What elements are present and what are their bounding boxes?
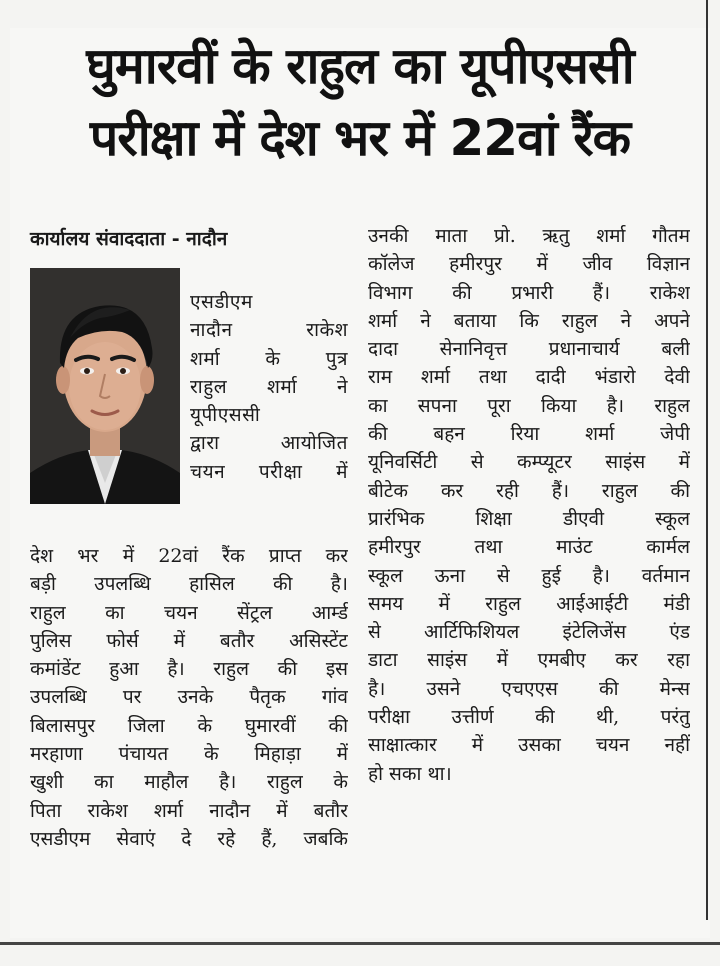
- byline: कार्यालय संवाददाता - नादौन: [30, 228, 228, 250]
- bottom-rule: [0, 942, 720, 945]
- text-line: खुशी का माहौल है। राहुल के: [30, 771, 348, 794]
- portrait-photo: [30, 268, 180, 504]
- text-line: दादा सेनानिवृत्त प्रधानाचार्य बली: [368, 338, 690, 361]
- text-line: समय में राहुल आईआईटी मंडी: [368, 592, 690, 615]
- text-line: स्कूल ऊना से हुई है। वर्तमान: [368, 564, 690, 587]
- text-line: प्रारंभिक शिक्षा डीएवी स्कूल: [368, 507, 690, 530]
- text-line: राहुल शर्मा ने: [190, 375, 348, 398]
- headline-line-2: परीक्षा में देश भर में 22वां रैंक: [89, 109, 631, 167]
- text-line: परीक्षा उत्तीर्ण की थी, परंतु: [368, 706, 690, 729]
- column-1-main: [30, 542, 348, 853]
- text-line: विभाग की प्रभारी हैं। राकेश: [368, 281, 690, 304]
- text-line: बड़ी उपलब्धि हासिल की है।: [30, 573, 348, 596]
- text-line: मरहाणा पंचायत के मिहाड़ा में: [30, 743, 348, 766]
- text-line: डाटा साइंस में एमबीए कर रहा: [368, 649, 690, 672]
- column-rule: [706, 0, 708, 920]
- text-line: बिलासपुर जिला के घुमारवीं की: [30, 714, 348, 737]
- text-line: हो सका था।: [368, 762, 452, 785]
- text-line: यूपीएससी: [190, 404, 261, 427]
- text-line: की बहन रिया शर्मा जेपी: [368, 423, 690, 446]
- text-line: चयन परीक्षा में: [190, 460, 348, 483]
- column-1-beside-photo: [190, 288, 348, 486]
- text-line: द्वारा आयोजित: [190, 432, 348, 455]
- text-line: है। उसने एचएएस की मेन्स: [368, 677, 690, 700]
- text-line: एसडीएम: [190, 291, 253, 313]
- text-line: शर्मा के पुत्र: [190, 347, 348, 370]
- text-line: कॉलेज हमीरपुर में जीव विज्ञान: [368, 253, 690, 276]
- text-line: उनकी माता प्रो. ऋतु शर्मा गौतम: [368, 225, 690, 247]
- text-line: साक्षात्कार में उसका चयन नहीं: [368, 734, 690, 757]
- text-line: पुलिस फोर्स में बतौर असिस्टेंट: [30, 629, 348, 652]
- portrait-image: [30, 268, 180, 504]
- headline-line-1: घुमारवीं के राहुल का यूपीएससी: [86, 37, 634, 95]
- text-line: बीटेक कर रही हैं। राहुल की: [368, 479, 690, 502]
- text-line: का सपना पूरा किया है। राहुल: [368, 394, 690, 417]
- text-line: देश भर में 22वां रैंक प्राप्त कर: [30, 545, 348, 567]
- column-2: [368, 222, 690, 788]
- text-line: नादौन राकेश: [190, 319, 348, 342]
- text-line: से आर्टिफिशियल इंटेलिजेंस एंड: [368, 621, 690, 644]
- text-line: हमीरपुर तथा माउंट कार्मल: [368, 536, 690, 559]
- text-line: एसडीएम सेवाएं दे रहे हैं, जबकि: [30, 827, 348, 850]
- text-line: कमांडेंट हुआ है। राहुल की इस: [30, 658, 348, 681]
- text-line: उपलब्धि पर उनके पैतृक गांव: [30, 686, 348, 709]
- text-line: शर्मा ने बताया कि राहुल ने अपने: [368, 309, 690, 332]
- text-line: राम शर्मा तथा दादी भंडारो देवी: [368, 366, 690, 389]
- text-line: यूनिवर्सिटी से कम्प्यूटर साइंस में: [368, 451, 690, 474]
- headline: [16, 30, 704, 174]
- text-line: पिता राकेश शर्मा नादौन में बतौर: [30, 799, 348, 822]
- text-line: राहुल का चयन सेंट्रल आर्म्ड: [30, 601, 348, 624]
